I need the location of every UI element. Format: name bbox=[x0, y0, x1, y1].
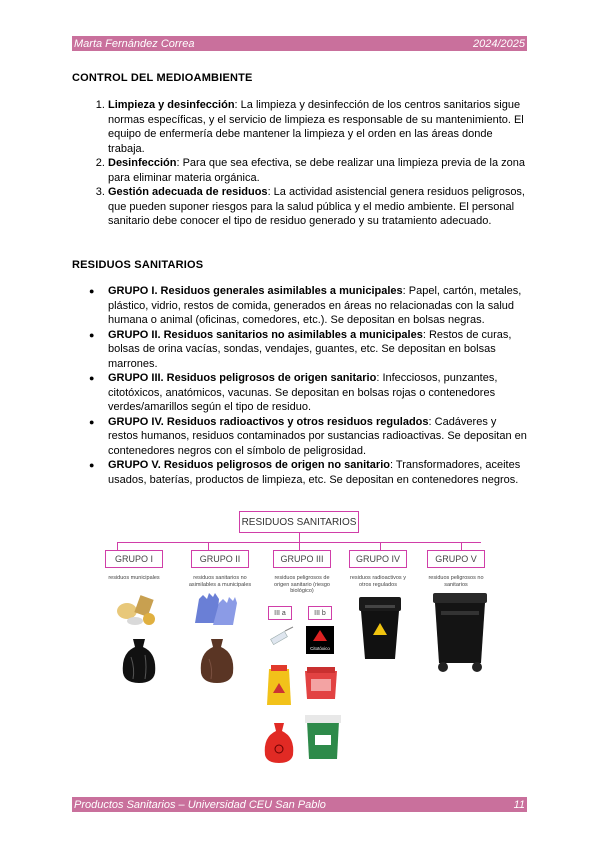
item-text: : Papel, cartón, metales, plástico, vidrio, restos de comida, generados en áreas no relacionadas con la salud humana o animal (oficinas, comedores, etc.). Se depositan en bolsas negras. bbox=[108, 285, 522, 326]
header-year: 2024/2025 bbox=[473, 37, 525, 50]
item-heading: Desinfección bbox=[108, 157, 177, 169]
item-text: : Para que sea efectiva, se debe realizar una limpieza previa de la zona para eliminar materia orgánica. bbox=[108, 157, 526, 184]
connector-line bbox=[208, 542, 209, 550]
item-text: : La actividad asistencial genera residuos peligrosos, que pueden suponer riesgos para la salud pública y el medio ambiente. El personal sanitario debe conocer el tipo de residuo generado y su tratamiento adecuado. bbox=[108, 186, 525, 227]
page-header bbox=[72, 36, 527, 51]
municipal-waste-icon bbox=[115, 589, 161, 627]
group-3-desc: residuos peligrosos de origen sanitario (riesgo biológico) bbox=[274, 575, 330, 594]
item-text: : Infecciosos, punzantes, citotóxicos, anatómicos, vacunas. Se depositan en bolsas rojas o contenedores verdes/amarillos según el tipo de residuo. bbox=[108, 372, 498, 413]
list-item bbox=[108, 371, 527, 415]
residuos-diagram bbox=[105, 507, 505, 777]
connector-line bbox=[299, 542, 300, 550]
header-author: Marta Fernández Correa bbox=[74, 37, 195, 50]
item-heading: GRUPO III. Residuos peligrosos de origen sanitario bbox=[108, 372, 377, 384]
item-heading: GRUPO II. Residuos sanitarios no asimilables a municipales bbox=[108, 328, 423, 341]
item-heading: GRUPO V. Residuos peligrosos de origen no sanitario bbox=[108, 459, 390, 471]
diagram-root: RESIDUOS SANITARIOS bbox=[239, 511, 359, 533]
connector-line bbox=[299, 533, 300, 542]
group-2-desc: residuos sanitarios no asimilables a municipales bbox=[188, 575, 252, 588]
group-4-box: GRUPO IV bbox=[349, 550, 407, 568]
list-item bbox=[108, 284, 527, 328]
item-heading: Gestión adecuada de residuos bbox=[108, 186, 268, 198]
item-text: : Restos de curas, bolsas de orina vacías, sondas, vendajes, guantes, etc. Se depositan en bolsas marrones. bbox=[108, 328, 512, 370]
residuos-list bbox=[72, 284, 527, 487]
green-container-icon bbox=[301, 711, 345, 761]
red-bag-icon bbox=[261, 719, 297, 765]
group-5-box: GRUPO V bbox=[427, 550, 485, 568]
list-item bbox=[108, 98, 527, 156]
red-sharps-container-icon bbox=[301, 665, 341, 701]
section-title-medioambiente: CONTROL DEL MEDIOAMBIENTE bbox=[72, 72, 253, 84]
syringe-icon bbox=[267, 625, 295, 651]
gloves-icon bbox=[189, 589, 241, 629]
page-number: 11 bbox=[513, 798, 525, 811]
group-1-box: GRUPO I bbox=[105, 550, 163, 568]
cytotoxic-sign-icon bbox=[305, 625, 335, 655]
list-item bbox=[108, 415, 527, 459]
item-heading: GRUPO I. Residuos generales asimilables a municipales bbox=[108, 285, 403, 297]
list-item bbox=[108, 185, 527, 229]
item-text: : Cadáveres y restos humanos, residuos contaminados por sustancias radioactivas. Se depositan en contenedores negros con el símbolo de peligrosidad. bbox=[108, 415, 527, 457]
item-text: : Transformadores, aceites usados, baterías, productos de limpieza, etc. Se depositan en contenedores negros. bbox=[108, 459, 521, 486]
connector-line bbox=[380, 542, 381, 550]
subgroup-3a: III a bbox=[268, 606, 292, 620]
black-bag-icon bbox=[119, 635, 159, 685]
connector-line bbox=[117, 542, 118, 550]
item-heading: Limpieza y desinfección bbox=[108, 99, 235, 111]
item-text: : La limpieza y desinfección de los centros sanitarios sigue normas específicas, y el servicio de limpieza es responsable de su mantenimiento. El equipo de enfermería debe mantener la limpieza y el orden en las áreas donde trabaja. bbox=[108, 99, 524, 155]
list-item bbox=[108, 328, 527, 372]
group-2-box: GRUPO II bbox=[191, 550, 249, 568]
yellow-container-icon bbox=[263, 663, 295, 707]
section-title-residuos: RESIDUOS SANITARIOS bbox=[72, 259, 204, 271]
cytotoxic-label: Citotóxico bbox=[310, 646, 330, 651]
item-heading: GRUPO IV. Residuos radioactivos y otros residuos regulados bbox=[108, 415, 429, 428]
medioambiente-list bbox=[72, 98, 527, 229]
group-3-box: GRUPO III bbox=[273, 550, 331, 568]
connector-line bbox=[461, 542, 462, 550]
brown-bag-icon bbox=[197, 635, 237, 685]
group-5-desc: residuos peligrosos no sanitarios bbox=[428, 575, 484, 588]
group-4-desc: residuos radioactivos y otros regulados bbox=[350, 575, 406, 588]
wheelie-bin-icon bbox=[427, 591, 493, 675]
black-bin-icon bbox=[355, 593, 405, 663]
footer-text: Productos Sanitarios – Universidad CEU San Pablo bbox=[74, 798, 326, 811]
subgroup-3b: III b bbox=[308, 606, 332, 620]
page-footer bbox=[72, 797, 527, 812]
group-1-desc: residuos municipales bbox=[108, 575, 160, 581]
list-item bbox=[108, 458, 527, 487]
list-item bbox=[108, 156, 527, 185]
